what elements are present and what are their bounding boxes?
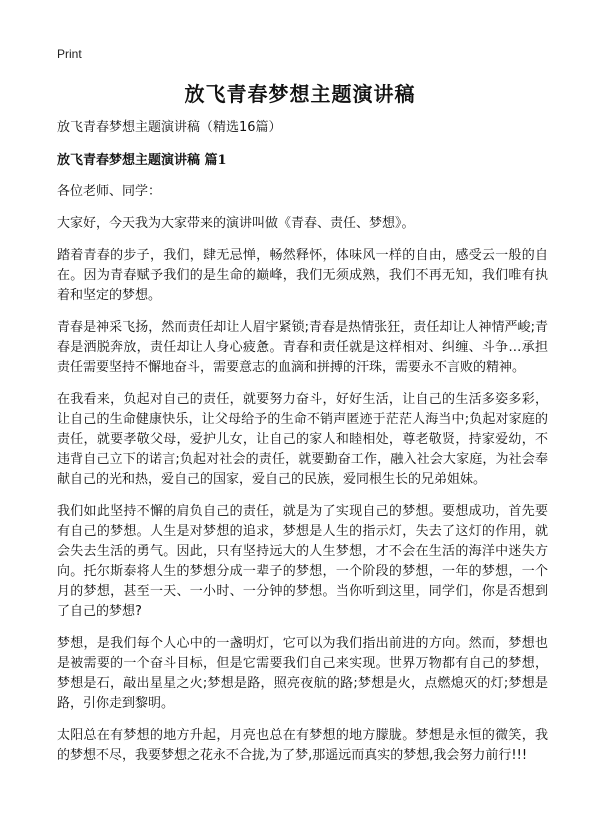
paragraph-body: 踏着青春的步子，我们，肆无忌惮，畅然释怀，体味风一样的自由，感受云一般的自在。因为青春赋予我们的是生命的巅峰，我们无须成熟，我们不再无知，我们唯有执着和坚定的梦想。 [57,248,548,303]
paragraph-body: 我们如此坚持不懈的肩负自己的责任，就是为了实现自己的梦想。要想成功，首先要有自己的梦想。人生是对梦想的追求，梦想是人生的指示灯，失去了这灯的作用，就会失去生活的勇气。因此，只有坚持远大的人生梦想，才不会在生活的海洋中迷失方向。托尔斯泰将人生的梦想分成一辈子的梦想，一个阶段的梦想，一年的梦想，一个月的梦想，甚至一天、一小时、一分钟的梦想。当你听到这里，同学们，你是否想到了自己的梦想? [57,504,548,619]
paragraph-body: 太阳总在有梦想的地方升起，月亮也总在有梦想的地方朦胧。梦想是永恒的微笑，我的梦想不尽，我要梦想之花永不合拢,为了梦,那遥远而真实的梦想,我会努力前行!!! [57,728,548,763]
section-heading: 放飞青春梦想主题演讲稿 篇1 [57,153,227,168]
paragraph-salutation: 各位老师、同学： [57,184,162,199]
paragraph-body: 青春是神采飞扬，然而责任却让人眉宇紧锁;青春是热情张狂，责任却让人神情严峻;青春是洒脱奔放，责任却让人身心疲惫。青春和责任就是这样相对、纠缠、斗争…承担责任需要坚持不懈地奋斗，需要意志的血滴和拼搏的汗珠，需要永不言败的精神。 [57,320,548,375]
paragraph-body: 梦想，是我们每个人心中的一盏明灯，它可以为我们指出前进的方向。然而，梦想也是被需要的一个奋斗目标，但是它需要我们自己来实现。世界万物都有自己的梦想，梦想是石，敲出星星之火;梦想是路，照亮夜航的路;梦想是火，点燃熄灭的灯;梦想是路，引你走到黎明。 [57,636,548,711]
paragraph-body: 在我看来，负起对自己的责任，就要努力奋斗，好好生活，让自己的生活多姿多彩，让自己的生命健康快乐，让父母给予的生命不销声匿迹于茫茫人海当中;负起对家庭的责任，就要孝敬父母，爱护儿女，让自己的家人和睦相处，尊老敬贤，持家爱幼，不违背自己立下的诺言;负起对社会的责任，就要勤奋工作，融入社会大家庭，为社会奉献自己的光和热，爱自己的国家，爱自己的民族，爱同根生长的兄弟姐妹。 [57,392,548,487]
document-body [57,118,548,778]
print-link[interactable]: Print [57,47,82,61]
paragraph-greeting: 大家好，今天我为大家带来的演讲叫做《青春、责任、梦想》。 [57,216,415,231]
document-subtitle: 放飞青春梦想主题演讲稿（精选16篇） [57,120,282,135]
page-title: 放飞青春梦想主题演讲稿 [184,82,416,106]
